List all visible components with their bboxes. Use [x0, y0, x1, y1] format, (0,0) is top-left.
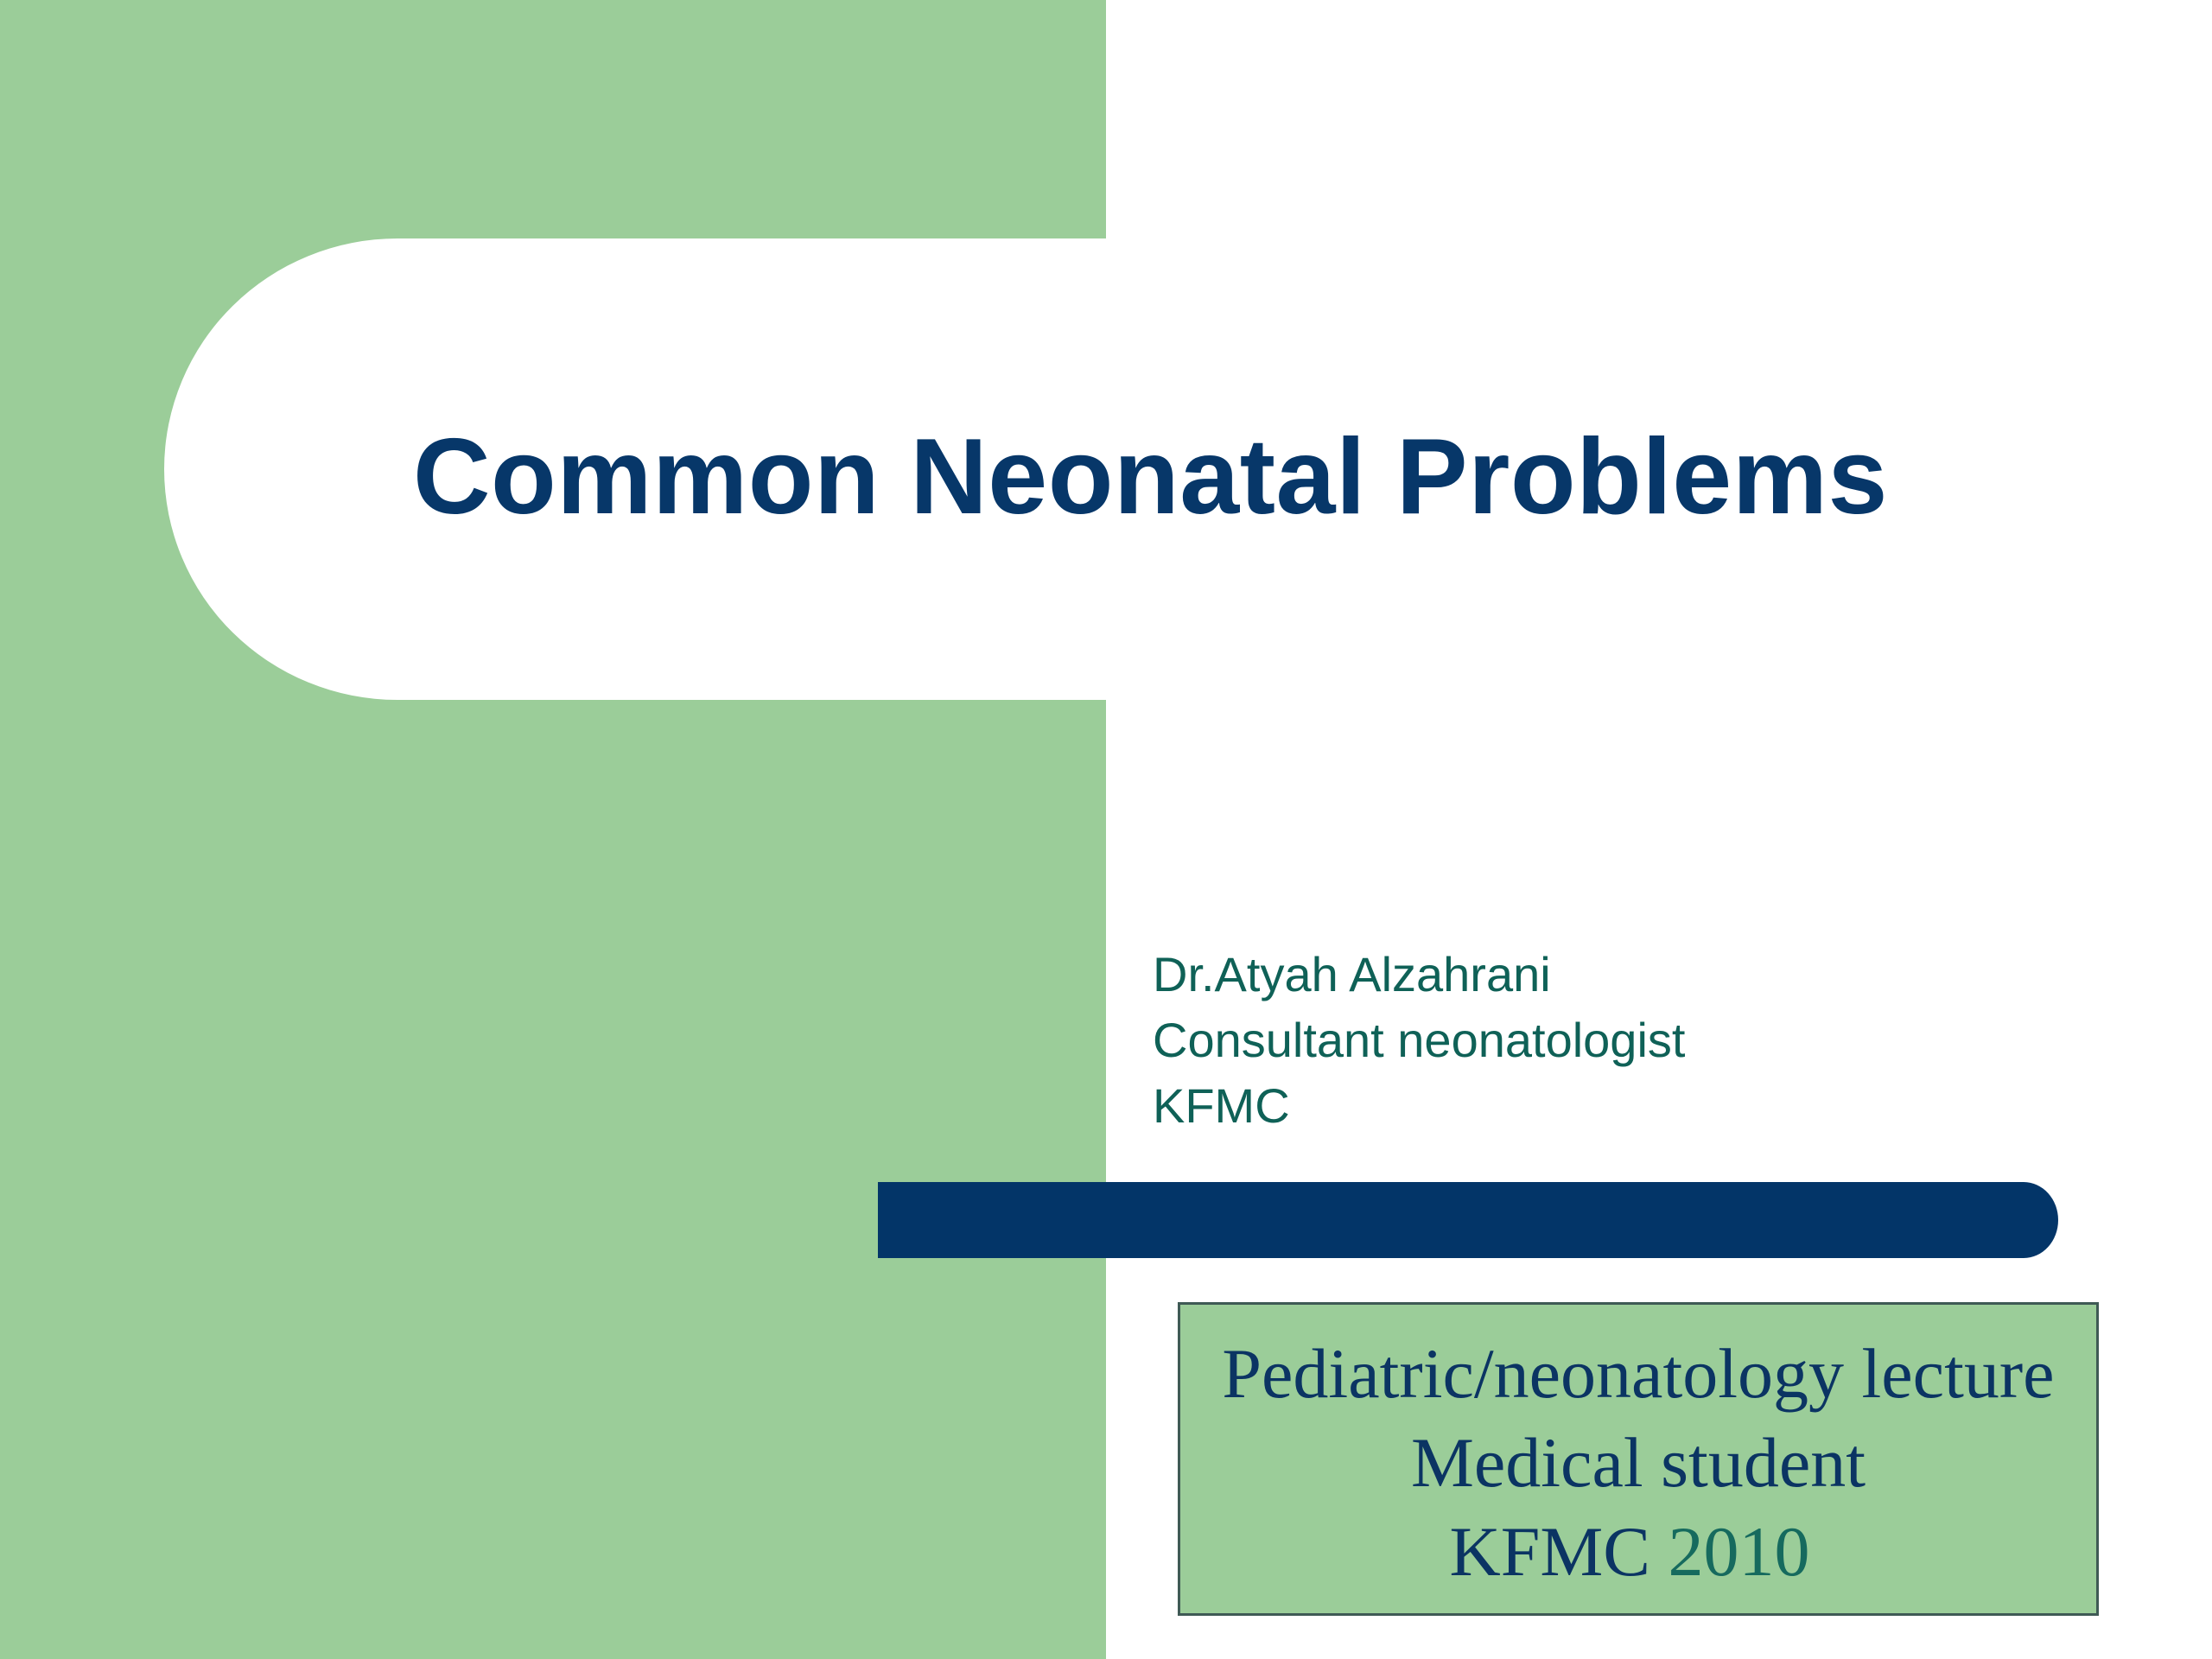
org-name: KFMC	[1449, 1512, 1650, 1591]
org-year-line	[1180, 1507, 2096, 1596]
audience: Medical student	[1410, 1423, 1866, 1502]
year: 2010	[1668, 1512, 1810, 1591]
author-block	[1153, 942, 1685, 1139]
author-role: Consultant neonatologist	[1153, 1013, 1686, 1067]
lecture-type: Pediatric/neonatology lecture	[1222, 1334, 2055, 1413]
lecture-info-box	[1178, 1302, 2099, 1616]
author-name: Dr.Atyah Alzahrani	[1153, 947, 1551, 1001]
author-institution: KFMC	[1153, 1078, 1290, 1133]
slide-title: Common Neonatal Problems	[413, 417, 1888, 537]
accent-bar	[878, 1182, 2058, 1258]
